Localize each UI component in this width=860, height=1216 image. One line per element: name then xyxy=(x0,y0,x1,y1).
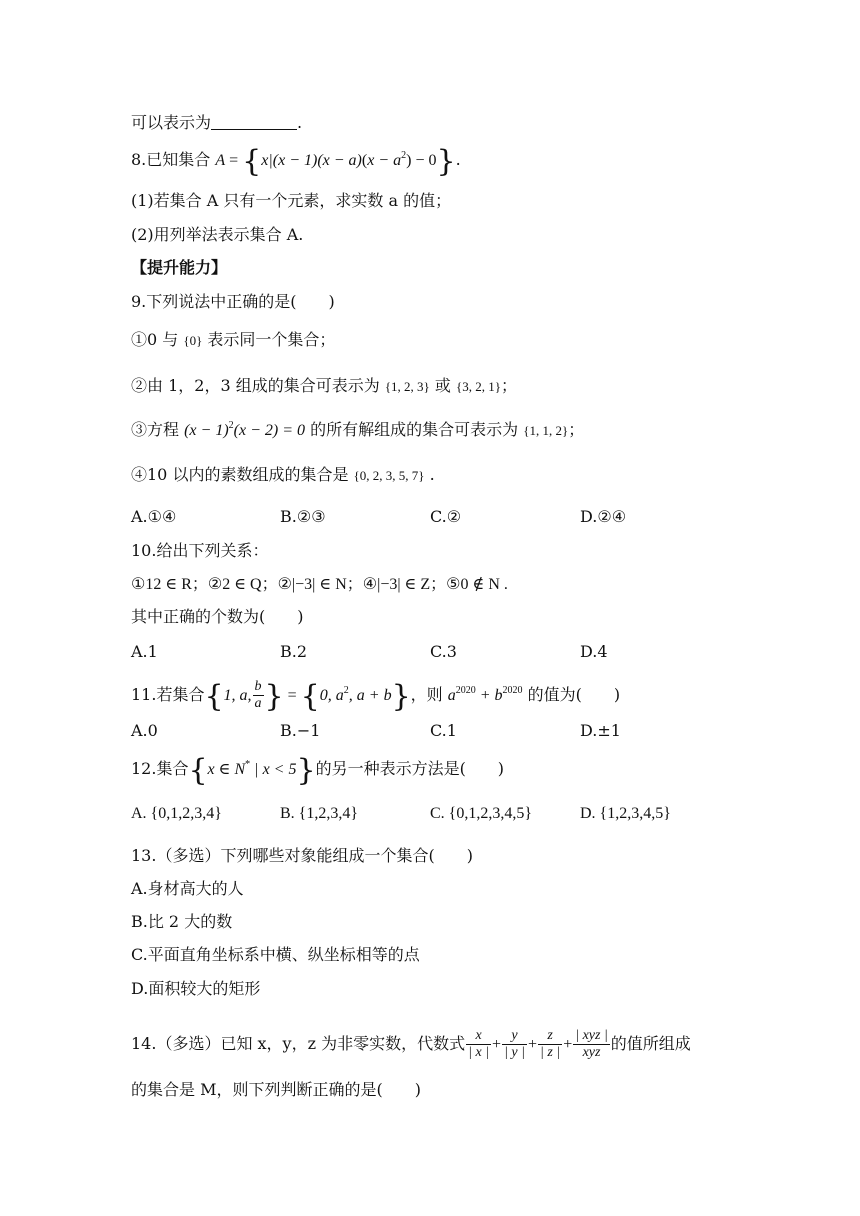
equals: = xyxy=(283,687,301,704)
q9-statement-4 xyxy=(131,465,435,486)
q10-option-d: D.4 xyxy=(580,642,608,661)
fraction-z xyxy=(538,1028,562,1061)
numerator: z xyxy=(547,1028,553,1043)
numerator: | xyz | xyxy=(575,1028,608,1043)
plus: + xyxy=(563,1036,573,1053)
set-literal: {1, 1, 2} xyxy=(523,423,569,438)
q14-stem xyxy=(131,1028,691,1061)
plus: + xyxy=(492,1036,502,1053)
q8-stem: 8.已知集合 $A = \{x|(x - 1)(x - a)(x - a^2) - 0\}$. xyxy=(131,144,461,179)
q10-relations xyxy=(131,574,508,595)
q11-option-b: B.−1 xyxy=(280,721,321,740)
q14-stem-2: 的集合是 M，则下列判断正确的是( ) xyxy=(131,1080,421,1099)
q12-stem xyxy=(131,753,505,788)
left-brace: { xyxy=(300,679,320,714)
text: 的值所组成 xyxy=(610,1034,691,1053)
exponent: 2020 xyxy=(455,685,476,696)
right-brace: } xyxy=(391,679,411,714)
q8-part2: (2)用列举法表示集合 A. xyxy=(131,225,304,244)
set-symbol: A xyxy=(215,152,226,169)
math: (x − 2) = 0 xyxy=(233,422,306,439)
set-builder: | x < 5 xyxy=(250,761,297,778)
q7-text: 可以表示为 xyxy=(131,113,212,132)
text: 14.（多选）已知 x，y，z 为非零实数，代数式 xyxy=(131,1034,466,1053)
denominator: a xyxy=(254,696,262,711)
q9-stem: 9.下列说法中正确的是( ) xyxy=(131,292,335,311)
right-brace: } xyxy=(296,753,316,788)
left-brace: { xyxy=(242,144,262,179)
text: 的所有解组成的集合可表示为 xyxy=(305,420,524,439)
q10-stem: 10.给出下列关系： xyxy=(131,541,269,560)
denominator: | z | xyxy=(540,1045,561,1060)
q12-option-a: A. {0,1,2,3,4} xyxy=(131,805,222,822)
text: ①0 与 xyxy=(131,330,184,349)
q10-option-b: B.2 xyxy=(280,642,308,661)
q13-option-c: C.平面直角坐标系中横、纵坐标相等的点 xyxy=(131,945,420,964)
text: ，则 xyxy=(410,685,448,704)
text: 或 xyxy=(429,376,456,395)
q7-continuation xyxy=(131,113,302,133)
set-builder: x ∈ N xyxy=(207,761,246,778)
exponent: 2 xyxy=(343,685,349,696)
q11-option-d: D.±1 xyxy=(580,721,621,740)
text: ； xyxy=(500,376,517,395)
period: . xyxy=(297,113,303,132)
right-brace: } xyxy=(264,679,284,714)
plus: + xyxy=(528,1036,538,1053)
q9-option-a: A.①④ xyxy=(131,507,177,526)
fraction-b-over-a xyxy=(253,679,264,712)
text: ； xyxy=(568,420,585,439)
q9-option-c: C.② xyxy=(430,507,462,526)
q9-statement-1 xyxy=(131,330,335,351)
numerator: b xyxy=(254,679,262,694)
set-elements: 1, a, xyxy=(223,687,252,704)
q8-part1: (1)若集合 A 只有一个元素，求实数 a 的值； xyxy=(131,191,452,210)
superscript: * xyxy=(245,759,251,770)
q10-ask: 其中正确的个数为( ) xyxy=(131,607,304,626)
set-elements: 0, a xyxy=(319,687,344,704)
q9-option-b: B.②③ xyxy=(280,507,326,526)
q9-option-d: D.②④ xyxy=(580,507,627,526)
q12-option-d: D. {1,2,3,4,5} xyxy=(580,805,671,822)
q11-stem xyxy=(131,679,620,712)
text: 12.集合 xyxy=(131,759,189,778)
q8-tail: − 0 xyxy=(411,152,437,169)
math: a xyxy=(447,687,456,704)
right-brace: } xyxy=(436,144,456,179)
set-literal: {0, 2, 3, 5, 7} xyxy=(353,468,425,483)
text: 的另一种表示方法是( ) xyxy=(315,759,505,778)
q12-option-b: B. {1,2,3,4} xyxy=(280,805,359,822)
text: 11.若集合 xyxy=(131,685,205,704)
text: ②由 1，2，3 组成的集合可表示为 xyxy=(131,376,385,395)
q8-set-body-2: x − a xyxy=(367,152,402,169)
q9-statement-3 xyxy=(131,420,584,441)
numerator: y xyxy=(511,1028,518,1043)
text: 表示同一个集合； xyxy=(202,330,336,349)
text: . xyxy=(424,465,435,484)
fraction-y xyxy=(502,1028,527,1061)
set-literal: {3, 2, 1} xyxy=(455,379,501,394)
equals: = xyxy=(225,152,243,169)
q8-prefix: 8.已知集合 xyxy=(131,150,216,169)
relations-list: ①12 ∈ R；②2 ∈ Q；②|−3| ∈ N；④|−3| ∈ Z；⑤0 ∉ N . xyxy=(131,576,508,593)
exponent: 2 xyxy=(228,420,234,431)
q8-set-body: x|(x − 1)(x − a) xyxy=(261,152,362,169)
set-literal: {0} xyxy=(183,333,203,348)
text: ④10 以内的素数组成的集合是 xyxy=(131,465,354,484)
q13-option-b: B.比 2 大的数 xyxy=(131,912,233,931)
text: 的值为( ) xyxy=(522,685,621,704)
left-brace: { xyxy=(188,753,208,788)
fraction-xyz xyxy=(573,1028,610,1061)
q13-option-d: D.面积较大的矩形 xyxy=(131,979,261,998)
q13-stem: 13.（多选）下列哪些对象能组成一个集合( ) xyxy=(131,846,473,865)
denominator: | x | xyxy=(468,1045,490,1060)
exponent: 2020 xyxy=(502,685,523,696)
q10-option-c: C.3 xyxy=(430,642,457,661)
q11-option-c: C.1 xyxy=(430,721,457,740)
answer-blank xyxy=(211,115,297,130)
q12-option-c: C. {0,1,2,3,4,5} xyxy=(430,805,533,822)
denominator: | y | xyxy=(504,1045,525,1060)
set-elements: , a + b xyxy=(348,687,392,704)
set-literal: {1, 2, 3} xyxy=(384,379,430,394)
math: (x − 1) xyxy=(184,422,229,439)
q11-option-a: A.0 xyxy=(131,721,158,740)
exponent: 2 xyxy=(401,150,407,161)
q9-statement-2 xyxy=(131,376,517,397)
section-heading: 【提升能力】 xyxy=(131,258,228,277)
period: . xyxy=(455,150,461,169)
text: ③方程 xyxy=(131,420,185,439)
denominator: xyz xyxy=(573,1044,610,1061)
q13-option-a: A.身材高大的人 xyxy=(131,879,244,898)
math: + b xyxy=(475,687,503,704)
q10-option-a: A.1 xyxy=(131,642,158,661)
left-brace: { xyxy=(204,679,224,714)
fraction-x xyxy=(466,1028,491,1061)
numerator: x xyxy=(475,1028,482,1043)
